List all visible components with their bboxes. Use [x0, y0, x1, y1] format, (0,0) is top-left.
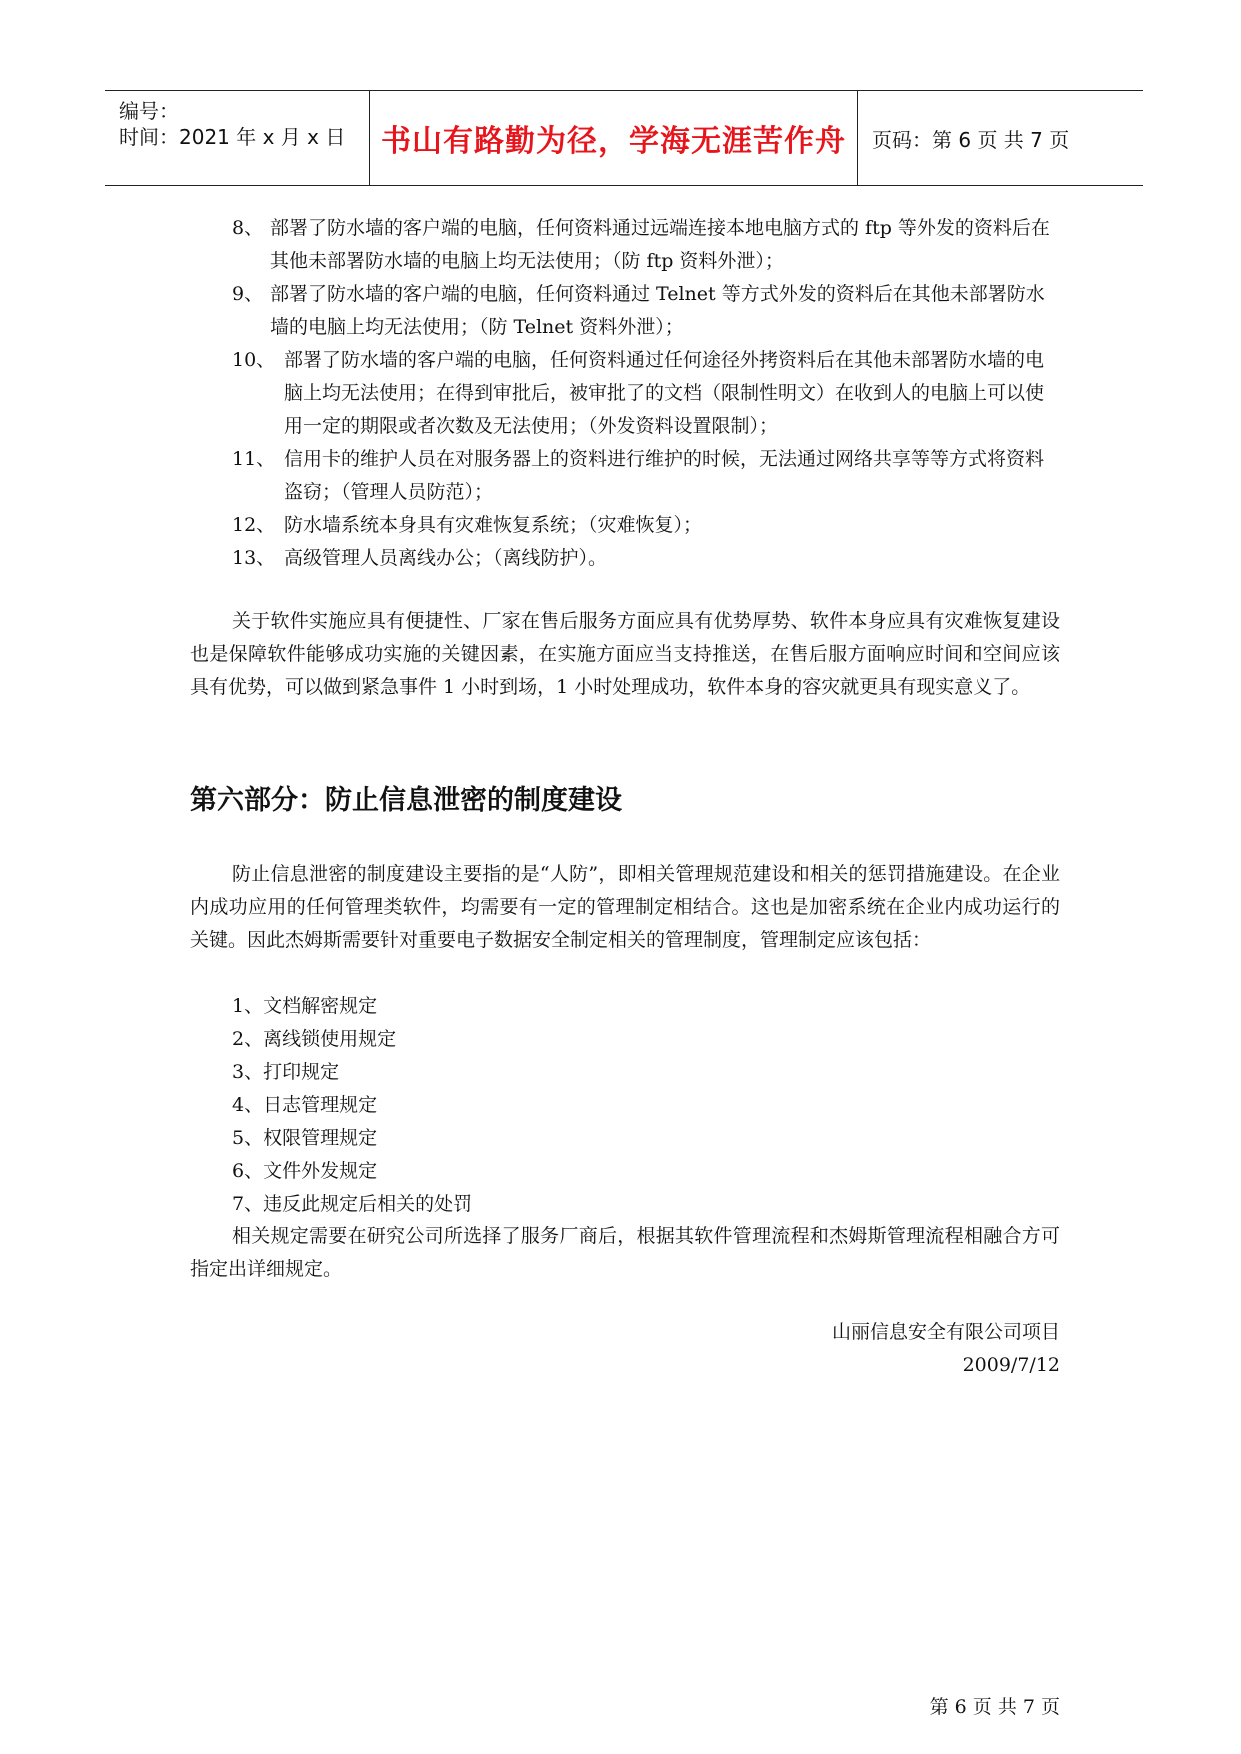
- rule-item: 3、打印规定: [232, 1061, 340, 1083]
- header-page-cell: [858, 91, 1143, 185]
- list-item-number: 8、: [232, 217, 264, 239]
- rule-item: 7、违反此规定后相关的处罚: [232, 1193, 473, 1215]
- list-item-number: 9、: [232, 283, 264, 305]
- signature-block: [832, 1316, 1060, 1382]
- signature-date: 2009/7/12: [962, 1354, 1060, 1376]
- header-page-info: 页码：第 6 页 共 7 页: [872, 127, 1070, 152]
- signature-org: 山丽信息安全有限公司项目: [831, 1321, 1060, 1343]
- header-left-cell: [105, 91, 370, 185]
- list-item-text: 防水墙系统本身具有灾难恢复系统；（灾难恢复）；: [284, 514, 703, 536]
- list-item-text: 部署了防水墙的客户端的电脑，任何资料通过远端连接本地电脑方式的 ftp 等外发的资料后在其他未部署防水墙的电脑上均无法使用；（防 ftp 资料外泄）；: [270, 217, 1050, 272]
- rule-item: 6、文件外发规定: [232, 1160, 378, 1182]
- feature-list: [190, 212, 1060, 575]
- list-item-number: 13、: [232, 547, 276, 569]
- page-footer: 第 6 页 共 7 页: [929, 1696, 1060, 1718]
- document-header: [105, 90, 1143, 186]
- rule-item: 2、离线锁使用规定: [232, 1028, 397, 1050]
- rule-item: 1、文档解密规定: [232, 995, 378, 1017]
- header-motto: 书山有路勤为径，学海无涯苦作舟: [381, 124, 846, 159]
- list-item-number: 11、: [232, 448, 276, 470]
- list-item-text: 信用卡的维护人员在对服务器上的资料进行维护的时候，无法通过网络共享等等方式将资料盗窃；（管理人员防范）；: [284, 448, 1045, 503]
- list-item: [190, 278, 1060, 344]
- rule-item: 4、日志管理规定: [232, 1094, 378, 1116]
- list-item: [190, 509, 1060, 542]
- policy-intro-paragraph: 防止信息泄密的制度建设主要指的是“人防”，即相关管理规范建设和相关的惩罚措施建设。在企业内成功应用的任何管理类软件，均需要有一定的管理制定相结合。这也是加密系统在企业内成功运行的关键。因此杰姆斯需要针对重要电子数据安全制定相关的管理制度，管理制定应该包括：: [190, 863, 1060, 951]
- closing-paragraph: 相关规定需要在研究公司所选择了服务厂商后，根据其软件管理流程和杰姆斯管理流程相融合方可指定出详细规定。: [190, 1225, 1060, 1280]
- list-item-number: 10、: [232, 349, 276, 371]
- list-item: [190, 443, 1060, 509]
- list-item-number: 12、: [232, 514, 276, 536]
- list-item: [190, 542, 1060, 575]
- section-heading: 第六部分：防止信息泄密的制度建设: [190, 785, 622, 816]
- list-item-text: 部署了防水墙的客户端的电脑，任何资料通过 Telnet 等方式外发的资料后在其他未部署防水墙的电脑上均无法使用；（防 Telnet 资料外泄）；: [270, 283, 1045, 338]
- rule-item: 5、权限管理规定: [232, 1127, 378, 1149]
- header-motto-cell: [370, 91, 858, 185]
- list-item-text: 高级管理人员离线办公；（离线防护）。: [284, 547, 608, 569]
- serial-label: 编号：: [119, 99, 179, 123]
- list-item-text: 部署了防水墙的客户端的电脑，任何资料通过任何途径外拷资料后在其他未部署防水墙的电脑上均无法使用；在得到审批后，被审批了的文档（限制性明文）在收到人的电脑上可以使用一定的期限或者次数及无法使用；（外发资料设置限制）；: [284, 349, 1045, 437]
- time-label: 时间：2021 年 x 月 x 日: [119, 125, 346, 149]
- rules-list: [190, 990, 1060, 1221]
- list-item: [190, 212, 1060, 278]
- implementation-paragraph: 关于软件实施应具有便捷性、厂家在售后服务方面应具有优势厚势、软件本身应具有灾难恢复建设也是保障软件能够成功实施的关键因素，在实施方面应当支持推送，在售后服方面响应时间和空间应该具有优势，可以做到紧急事件 1 小时到场，1 小时处理成功，软件本身的容灾就更具有现实意义了。: [190, 610, 1060, 698]
- list-item: [190, 344, 1060, 443]
